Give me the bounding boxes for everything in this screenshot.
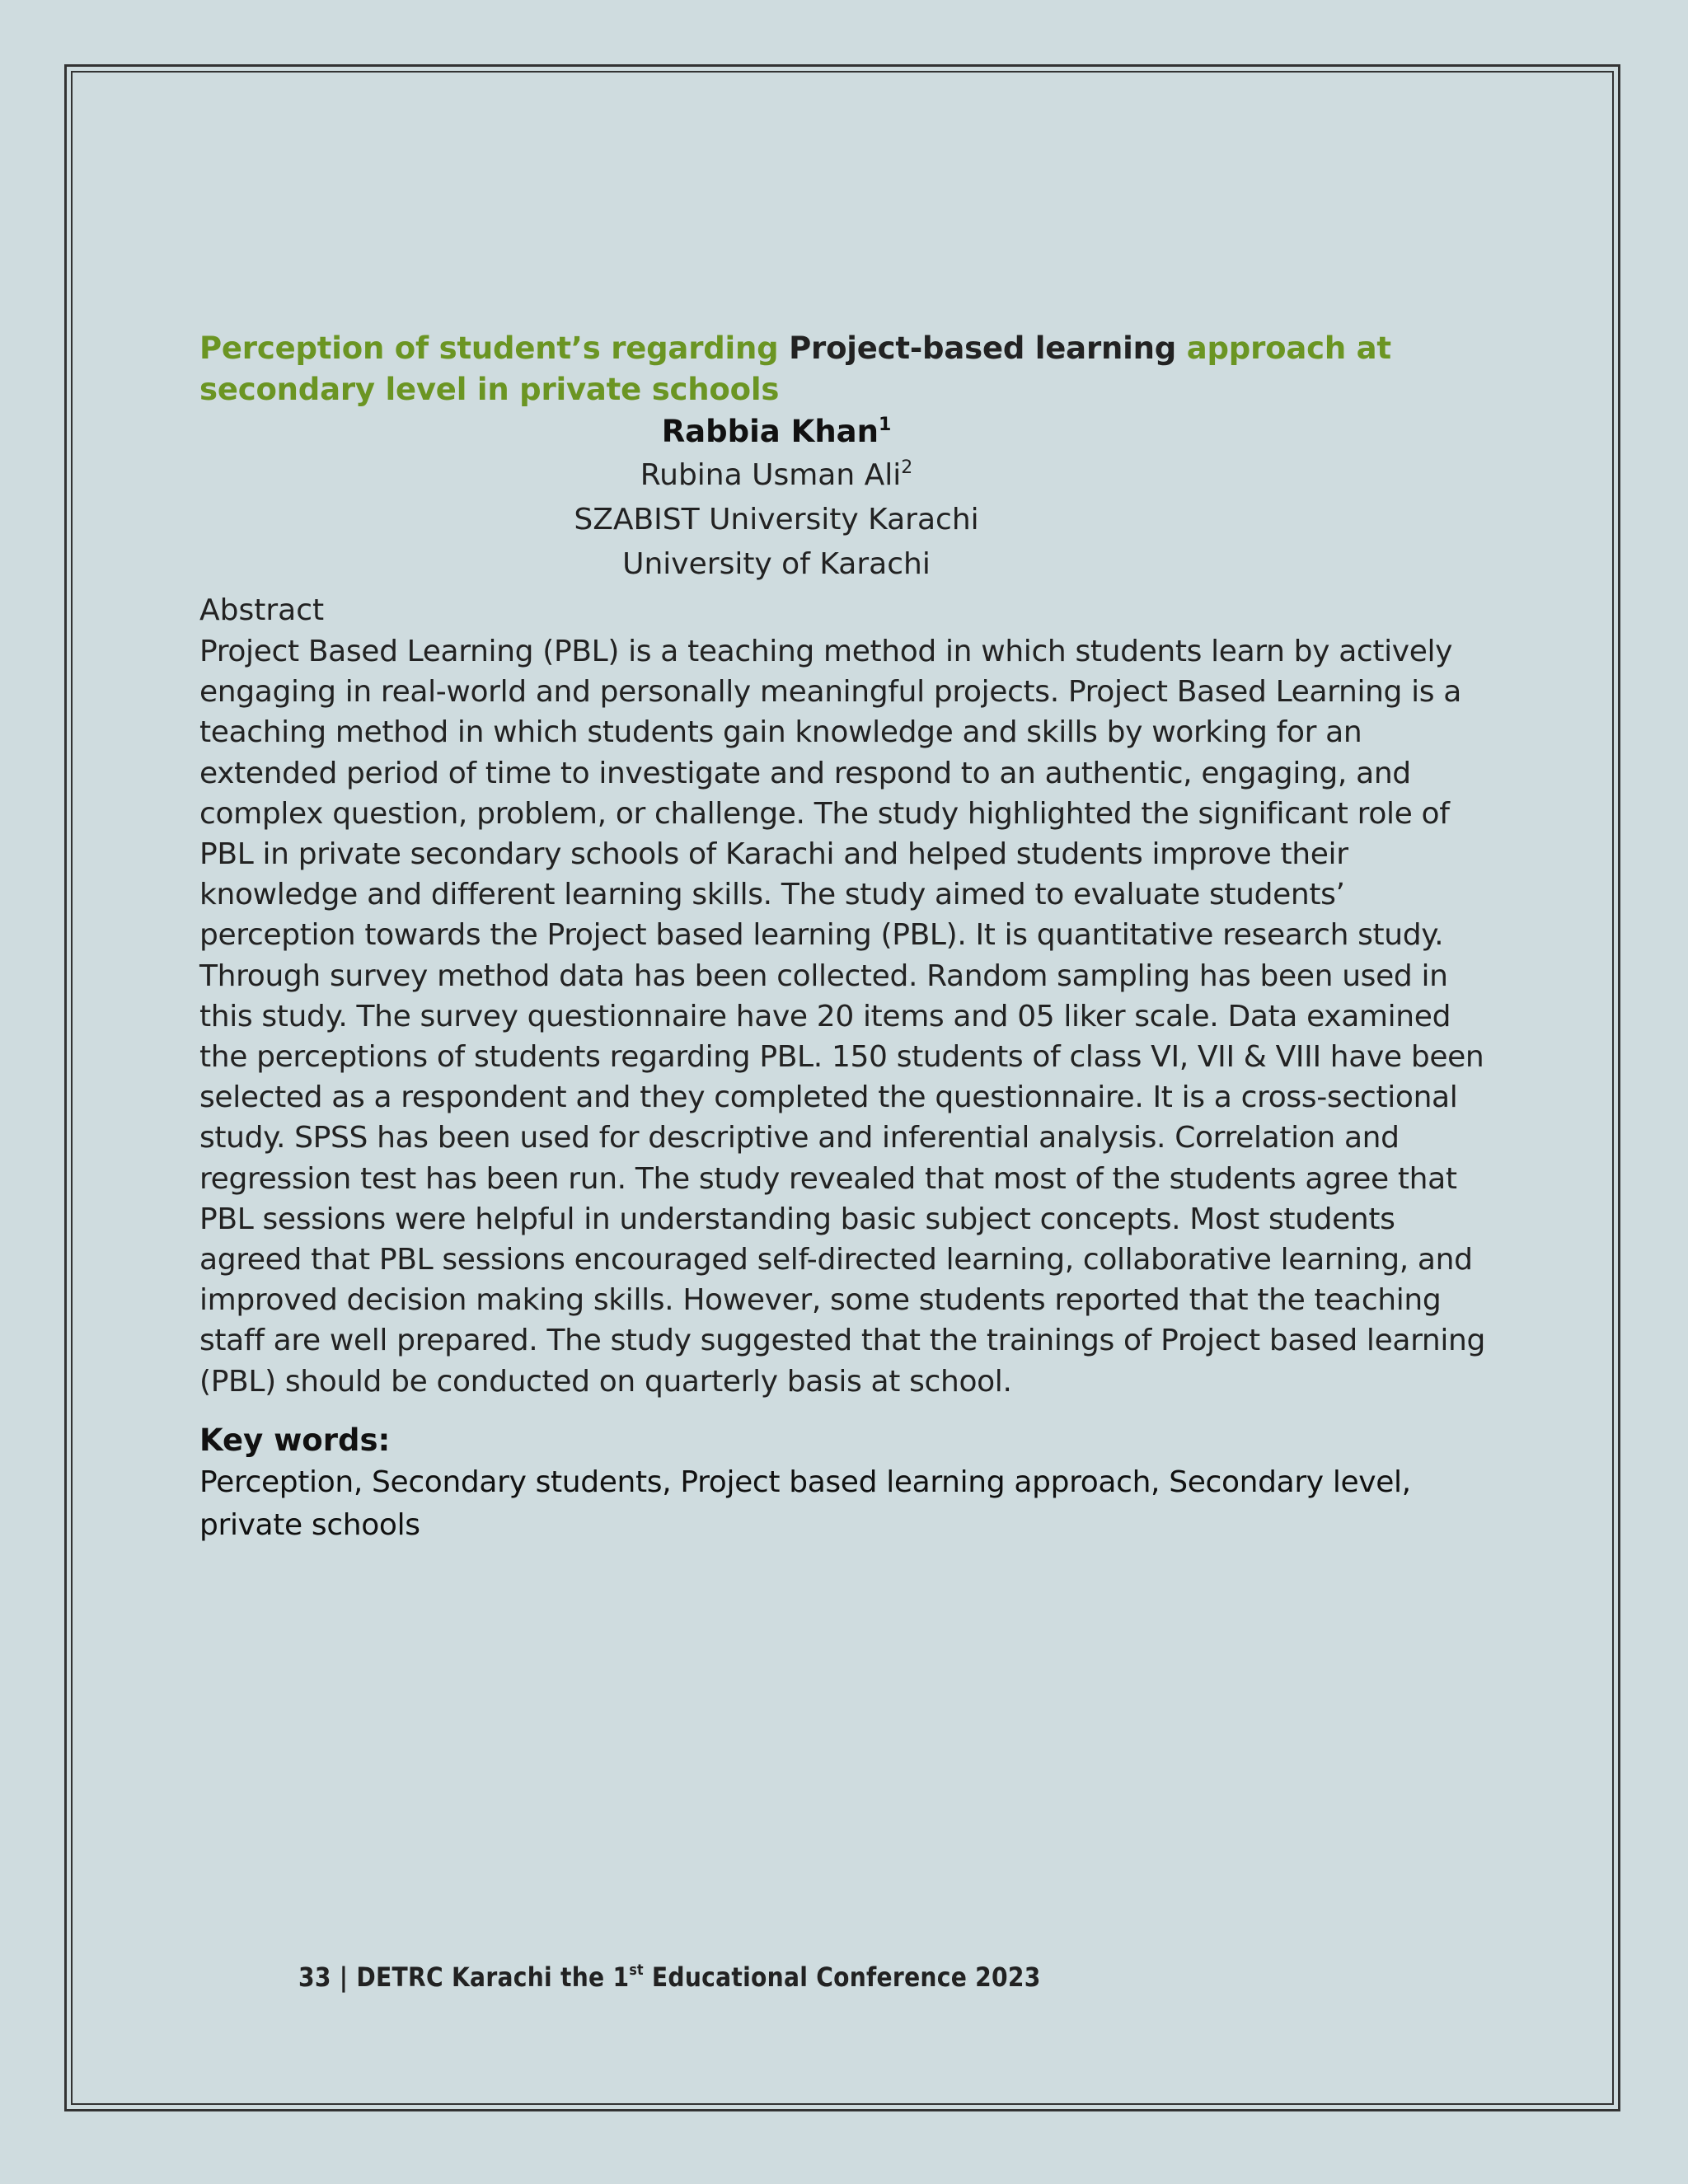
abstract-body: Project Based Learning (PBL) is a teaching method in which students learn by actively engaging in real-world and personally meaningful projects. Project Based Learning is a teaching method in which students gain knowledge and skills by working for an extended period of time to investigate and respond to an authentic, engaging, and complex question, problem, or challenge. The study highlighted the significant role of PBL in private secondary schools of Karachi and helped students improve their knowledge and different learning skills. The study aimed to evaluate students’ perception towards the Project based learning (PBL). It is quantitative research study. Through survey method data has been collected. Random sampling has been used in this study. The survey questionnaire have 20 items and 05 liker scale. Data examined the perceptions of students regarding PBL. 150 students of class VI, VII & VIII have been selected as a respondent and they completed the questionnaire. It is a cross-sectional study. SPSS has been used for descriptive and inferential analysis. Correlation and regression test has been run. The study revealed that most of the students agree that PBL sessions were helpful in understanding basic subject concepts. Most students agreed that PBL sessions encouraged self-directed learning, collaborative learning, and improved decision making skills. However, some students reported that the teaching staff are well prepared. The study suggested that the trainings of Project based learning (PBL) should be conducted on quarterly basis at school. <box>199 635 1485 1399</box>
footer-page-number: 33 <box>298 1961 331 1993</box>
footer-separator: | <box>331 1961 357 1993</box>
footer-text-before: DETRC Karachi the 1 <box>356 1961 630 1993</box>
author-2 <box>125 453 1428 498</box>
keywords-heading: Key words: <box>199 1422 391 1458</box>
author-2-name: Rubina Usman Ali <box>640 458 902 492</box>
author-1 <box>125 410 1428 453</box>
keywords-body: Perception, Secondary students, Project based learning approach, Secondary level, private schools <box>199 1465 1411 1542</box>
paper-content <box>199 328 1502 1547</box>
footer-text-after: Educational Conference 2023 <box>643 1961 1041 1993</box>
affiliation-2: University of Karachi <box>622 547 931 581</box>
title-part-3: approach at secondary level in private schools <box>199 330 1391 407</box>
page-footer <box>298 1961 1041 1993</box>
author-2-sup: 2 <box>901 457 913 478</box>
authors-block <box>125 410 1428 587</box>
author-1-name: Rabbia Khan <box>661 414 879 449</box>
author-1-sup: 1 <box>878 415 892 435</box>
paper-title <box>199 328 1502 410</box>
affiliation-1: SZABIST University Karachi <box>574 503 979 537</box>
title-part-2: Project-based learning <box>789 330 1177 366</box>
footer-sup: st <box>629 1961 644 1979</box>
title-part-1: Perception of student’s regarding <box>199 330 790 366</box>
abstract-heading: Abstract <box>199 593 325 627</box>
